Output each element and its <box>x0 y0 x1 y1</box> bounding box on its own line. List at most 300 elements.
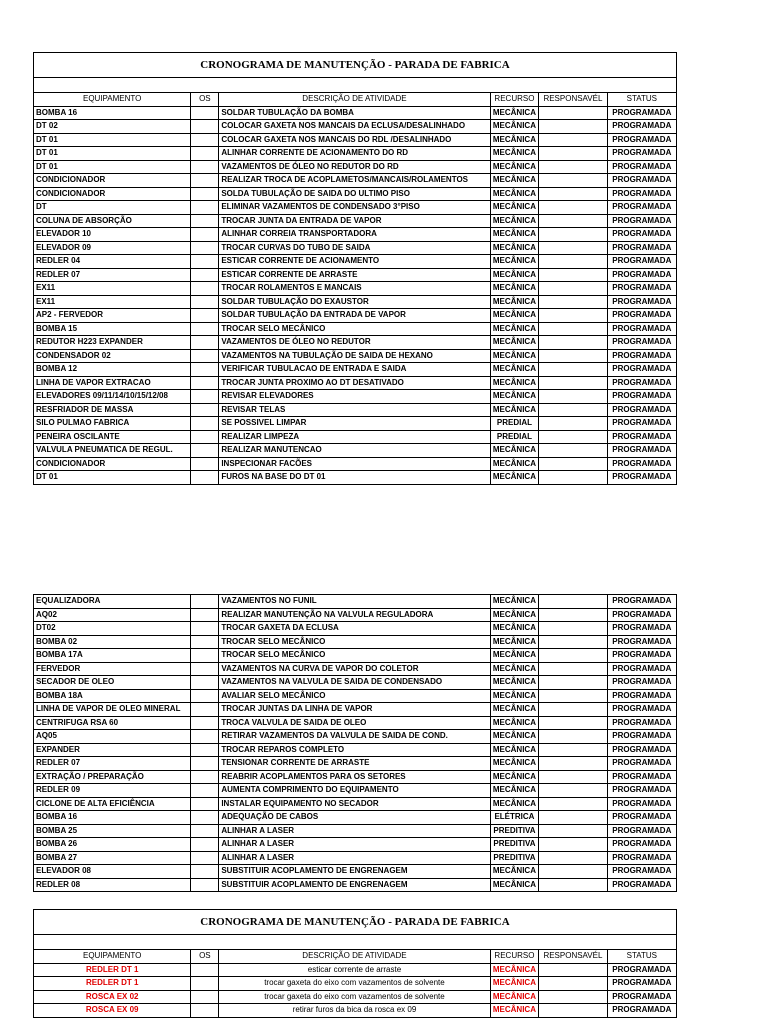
descricao-cell: SE POSSIVEL LIMPAR <box>219 417 490 431</box>
header-row <box>34 950 677 964</box>
os-cell <box>191 133 219 147</box>
table-row <box>34 977 677 991</box>
recurso-cell: MECÂNICA <box>490 662 539 676</box>
os-cell <box>191 282 219 296</box>
descricao-cell: INSPECIONAR FACÕES <box>219 457 490 471</box>
responsavel-cell <box>539 336 607 350</box>
equipamento-cell: AP2 - FERVEDOR <box>34 309 191 323</box>
os-cell <box>191 851 219 865</box>
maintenance-table-2 <box>33 594 677 892</box>
descricao-cell: REALIZAR TROCA DE ACOPLAMETOS/MANCAIS/ROLAMENTOS <box>219 174 490 188</box>
status-cell: PROGRAMADA <box>607 716 676 730</box>
equipamento-cell: ROSCA EX 09 <box>34 1004 191 1018</box>
os-cell <box>191 595 219 609</box>
status-cell: PROGRAMADA <box>607 649 676 663</box>
status-cell: PROGRAMADA <box>607 457 676 471</box>
descricao-cell: AVALIAR SELO MECÂNICO <box>219 689 490 703</box>
responsavel-cell <box>539 255 607 269</box>
os-cell <box>191 878 219 892</box>
os-cell <box>191 214 219 228</box>
status-cell: PROGRAMADA <box>607 770 676 784</box>
descricao-cell: VAZAMENTOS NA TUBULAÇÃO DE SAIDA DE HEXANO <box>219 349 490 363</box>
responsavel-cell <box>539 363 607 377</box>
table-row <box>34 187 677 201</box>
header-os: OS <box>191 93 219 107</box>
table-row <box>34 716 677 730</box>
os-cell <box>191 430 219 444</box>
table-row <box>34 457 677 471</box>
table-row <box>34 865 677 879</box>
responsavel-cell <box>539 797 607 811</box>
os-cell <box>191 770 219 784</box>
responsavel-cell <box>539 106 607 120</box>
table-row <box>34 730 677 744</box>
os-cell <box>191 743 219 757</box>
os-cell <box>191 201 219 215</box>
recurso-cell: MECÂNICA <box>490 784 539 798</box>
recurso-cell: MECÂNICA <box>490 1004 539 1018</box>
equipamento-cell: DT02 <box>34 622 191 636</box>
table-row <box>34 743 677 757</box>
header-descricao: DESCRIÇÃO DE ATIVIDADE <box>219 950 490 964</box>
responsavel-cell <box>539 851 607 865</box>
equipamento-cell: ELEVADOR 08 <box>34 865 191 879</box>
descricao-cell: ALINHAR A LASER <box>219 838 490 852</box>
responsavel-cell <box>539 784 607 798</box>
status-cell: PROGRAMADA <box>607 363 676 377</box>
status-cell: PROGRAMADA <box>607 417 676 431</box>
header-os: OS <box>191 950 219 964</box>
responsavel-cell <box>539 757 607 771</box>
equipamento-cell: CONDICIONADOR <box>34 457 191 471</box>
descricao-cell: TROCAR JUNTA PROXIMO AO DT DESATIVADO <box>219 376 490 390</box>
status-cell: PROGRAMADA <box>607 120 676 134</box>
responsavel-cell <box>539 349 607 363</box>
responsavel-cell <box>539 228 607 242</box>
recurso-cell: MECÂNICA <box>490 703 539 717</box>
equipamento-cell: CONDICIONADOR <box>34 174 191 188</box>
os-cell <box>191 963 219 977</box>
table-row <box>34 201 677 215</box>
descricao-cell: TROCAR SELO MECÂNICO <box>219 635 490 649</box>
status-cell: PROGRAMADA <box>607 730 676 744</box>
table-row <box>34 268 677 282</box>
recurso-cell: MECÂNICA <box>490 757 539 771</box>
equipamento-cell: DT <box>34 201 191 215</box>
os-cell <box>191 268 219 282</box>
os-cell <box>191 757 219 771</box>
responsavel-cell <box>539 649 607 663</box>
header-responsavel: RESPONSAVÉL <box>539 93 607 107</box>
descricao-cell: COLOCAR GAXETA NOS MANCAIS DO RDL /DESALINHADO <box>219 133 490 147</box>
os-cell <box>191 784 219 798</box>
responsavel-cell <box>539 133 607 147</box>
recurso-cell: MECÂNICA <box>490 471 539 485</box>
os-cell <box>191 457 219 471</box>
descricao-cell: esticar corrente de arraste <box>219 963 490 977</box>
equipamento-cell: SILO PULMAO FABRICA <box>34 417 191 431</box>
status-cell: PROGRAMADA <box>607 990 676 1004</box>
equipamento-cell: REDLER DT 1 <box>34 963 191 977</box>
status-cell: PROGRAMADA <box>607 977 676 991</box>
schedule-title-box-1 <box>33 52 677 93</box>
equipamento-cell: DT 01 <box>34 133 191 147</box>
header-recurso: RECURSO <box>490 93 539 107</box>
recurso-cell: MECÂNICA <box>490 403 539 417</box>
header-equipamento: EQUIPAMENTO <box>34 950 191 964</box>
os-cell <box>191 403 219 417</box>
descricao-cell: trocar gaxeta do eixo com vazamentos de solvente <box>219 977 490 991</box>
status-cell: PROGRAMADA <box>607 824 676 838</box>
responsavel-cell <box>539 444 607 458</box>
table-row <box>34 689 677 703</box>
responsavel-cell <box>539 457 607 471</box>
responsavel-cell <box>539 471 607 485</box>
equipamento-cell: BOMBA 18A <box>34 689 191 703</box>
maintenance-table-3 <box>33 949 677 1018</box>
os-cell <box>191 703 219 717</box>
recurso-cell: MECÂNICA <box>490 608 539 622</box>
responsavel-cell <box>539 430 607 444</box>
os-cell <box>191 838 219 852</box>
header-row <box>34 93 677 107</box>
descricao-cell: ALINHAR CORREIA TRANSPORTADORA <box>219 228 490 242</box>
descricao-cell: SOLDAR TUBULAÇÃO DA ENTRADA DE VAPOR <box>219 309 490 323</box>
table-row <box>34 703 677 717</box>
equipamento-cell: CONDENSADOR 02 <box>34 349 191 363</box>
equipamento-cell: BOMBA 16 <box>34 106 191 120</box>
table-row <box>34 851 677 865</box>
table-row <box>34 811 677 825</box>
descricao-cell: REVISAR TELAS <box>219 403 490 417</box>
recurso-cell: MECÂNICA <box>490 457 539 471</box>
os-cell <box>191 363 219 377</box>
table-row <box>34 363 677 377</box>
descricao-cell: VAZAMENTOS NA CURVA DE VAPOR DO COLETOR <box>219 662 490 676</box>
header-status: STATUS <box>607 950 676 964</box>
recurso-cell: MECÂNICA <box>490 336 539 350</box>
descricao-cell: COLOCAR GAXETA NOS MANCAIS DA ECLUSA/DESALINHADO <box>219 120 490 134</box>
status-cell: PROGRAMADA <box>607 838 676 852</box>
equipamento-cell: FERVEDOR <box>34 662 191 676</box>
equipamento-cell: REDUTOR H223 EXPANDER <box>34 336 191 350</box>
equipamento-cell: BOMBA 15 <box>34 322 191 336</box>
responsavel-cell <box>539 635 607 649</box>
recurso-cell: MECÂNICA <box>490 363 539 377</box>
equipamento-cell: AQ02 <box>34 608 191 622</box>
status-cell: PROGRAMADA <box>607 471 676 485</box>
table-row <box>34 963 677 977</box>
table-row <box>34 120 677 134</box>
schedule-title-box-2 <box>33 909 677 950</box>
status-cell: PROGRAMADA <box>607 743 676 757</box>
os-cell <box>191 295 219 309</box>
blank-row <box>34 77 676 92</box>
table-row <box>34 133 677 147</box>
equipamento-cell: VALVULA PNEUMATICA DE REGUL. <box>34 444 191 458</box>
descricao-cell: VAZAMENTOS NO FUNIL <box>219 595 490 609</box>
equipamento-cell: REDLER 07 <box>34 757 191 771</box>
os-cell <box>191 255 219 269</box>
status-cell: PROGRAMADA <box>607 811 676 825</box>
recurso-cell: MECÂNICA <box>490 716 539 730</box>
os-cell <box>191 608 219 622</box>
table-row <box>34 824 677 838</box>
os-cell <box>191 417 219 431</box>
recurso-cell: MECÂNICA <box>490 649 539 663</box>
responsavel-cell <box>539 390 607 404</box>
equipamento-cell: BOMBA 25 <box>34 824 191 838</box>
status-cell: PROGRAMADA <box>607 865 676 879</box>
table-row <box>34 282 677 296</box>
recurso-cell: MECÂNICA <box>490 622 539 636</box>
descricao-cell: ALINHAR A LASER <box>219 824 490 838</box>
status-cell: PROGRAMADA <box>607 376 676 390</box>
responsavel-cell <box>539 676 607 690</box>
os-cell <box>191 865 219 879</box>
table-row <box>34 1004 677 1018</box>
descricao-cell: retirar furos da bica da rosca ex 09 <box>219 1004 490 1018</box>
os-cell <box>191 471 219 485</box>
recurso-cell: MECÂNICA <box>490 255 539 269</box>
table-row <box>34 622 677 636</box>
descricao-cell: ALINHAR CORRENTE DE ACIONAMENTO DO RD <box>219 147 490 161</box>
header-status: STATUS <box>607 93 676 107</box>
status-cell: PROGRAMADA <box>607 322 676 336</box>
equipamento-cell: DT 01 <box>34 147 191 161</box>
status-cell: PROGRAMADA <box>607 797 676 811</box>
recurso-cell: MECÂNICA <box>490 730 539 744</box>
equipamento-cell: EXPANDER <box>34 743 191 757</box>
os-cell <box>191 622 219 636</box>
equipamento-cell: BOMBA 02 <box>34 635 191 649</box>
responsavel-cell <box>539 662 607 676</box>
equipamento-cell: LINHA DE VAPOR DE OLEO MINERAL <box>34 703 191 717</box>
responsavel-cell <box>539 730 607 744</box>
equipamento-cell: EX11 <box>34 282 191 296</box>
equipamento-cell: CICLONE DE ALTA EFICIÊNCIA <box>34 797 191 811</box>
status-cell: PROGRAMADA <box>607 595 676 609</box>
os-cell <box>191 106 219 120</box>
table-body <box>34 950 677 1018</box>
equipamento-cell: REDLER 09 <box>34 784 191 798</box>
status-cell: PROGRAMADA <box>607 241 676 255</box>
recurso-cell: MECÂNICA <box>490 390 539 404</box>
status-cell: PROGRAMADA <box>607 268 676 282</box>
responsavel-cell <box>539 811 607 825</box>
header-equipamento: EQUIPAMENTO <box>34 93 191 107</box>
recurso-cell: MECÂNICA <box>490 349 539 363</box>
recurso-cell: MECÂNICA <box>490 770 539 784</box>
os-cell <box>191 635 219 649</box>
table-row <box>34 430 677 444</box>
responsavel-cell <box>539 120 607 134</box>
status-cell: PROGRAMADA <box>607 309 676 323</box>
responsavel-cell <box>539 824 607 838</box>
status-cell: PROGRAMADA <box>607 608 676 622</box>
status-cell: PROGRAMADA <box>607 430 676 444</box>
maintenance-table-1 <box>33 92 677 485</box>
equipamento-cell: REDLER DT 1 <box>34 977 191 991</box>
recurso-cell: MECÂNICA <box>490 743 539 757</box>
equipamento-cell: CONDICIONADOR <box>34 187 191 201</box>
os-cell <box>191 309 219 323</box>
responsavel-cell <box>539 282 607 296</box>
descricao-cell: REVISAR ELEVADORES <box>219 390 490 404</box>
recurso-cell: MECÂNICA <box>490 595 539 609</box>
recurso-cell: MECÂNICA <box>490 635 539 649</box>
status-cell: PROGRAMADA <box>607 336 676 350</box>
descricao-cell: ELIMINAR VAZAMENTOS DE CONDENSADO 3°PISO <box>219 201 490 215</box>
table-row <box>34 444 677 458</box>
recurso-cell: MECÂNICA <box>490 120 539 134</box>
table-row <box>34 390 677 404</box>
table-row <box>34 417 677 431</box>
os-cell <box>191 147 219 161</box>
table-row <box>34 649 677 663</box>
responsavel-cell <box>539 838 607 852</box>
responsavel-cell <box>539 241 607 255</box>
table-row <box>34 160 677 174</box>
os-cell <box>191 174 219 188</box>
status-cell: PROGRAMADA <box>607 228 676 242</box>
equipamento-cell: DT 01 <box>34 160 191 174</box>
recurso-cell: PREDITIVA <box>490 838 539 852</box>
recurso-cell: PREDIAL <box>490 417 539 431</box>
responsavel-cell <box>539 770 607 784</box>
responsavel-cell <box>539 716 607 730</box>
status-cell: PROGRAMADA <box>607 295 676 309</box>
recurso-cell: MECÂNICA <box>490 990 539 1004</box>
descricao-cell: TROCA VALVULA DE SAIDA DE OLEO <box>219 716 490 730</box>
equipamento-cell: BOMBA 17A <box>34 649 191 663</box>
responsavel-cell <box>539 322 607 336</box>
recurso-cell: MECÂNICA <box>490 689 539 703</box>
table-row <box>34 376 677 390</box>
descricao-cell: VAZAMENTOS DE ÓLEO NO REDUTOR <box>219 336 490 350</box>
table-row <box>34 228 677 242</box>
descricao-cell: ESTICAR CORRENTE DE ACIONAMENTO <box>219 255 490 269</box>
responsavel-cell <box>539 376 607 390</box>
status-cell: PROGRAMADA <box>607 963 676 977</box>
responsavel-cell <box>539 295 607 309</box>
recurso-cell: MECÂNICA <box>490 241 539 255</box>
equipamento-cell: REDLER 04 <box>34 255 191 269</box>
recurso-cell: MECÂNICA <box>490 187 539 201</box>
status-cell: PROGRAMADA <box>607 878 676 892</box>
responsavel-cell <box>539 214 607 228</box>
descricao-cell: trocar gaxeta do eixo com vazamentos de solvente <box>219 990 490 1004</box>
table-row <box>34 990 677 1004</box>
status-cell: PROGRAMADA <box>607 622 676 636</box>
table-row <box>34 255 677 269</box>
os-cell <box>191 1004 219 1018</box>
status-cell: PROGRAMADA <box>607 1004 676 1018</box>
status-cell: PROGRAMADA <box>607 282 676 296</box>
descricao-cell: TROCAR CURVAS DO TUBO DE SAIDA <box>219 241 490 255</box>
status-cell: PROGRAMADA <box>607 689 676 703</box>
recurso-cell: PREDITIVA <box>490 824 539 838</box>
status-cell: PROGRAMADA <box>607 147 676 161</box>
recurso-cell: MECÂNICA <box>490 322 539 336</box>
table-row <box>34 662 677 676</box>
table-row <box>34 676 677 690</box>
status-cell: PROGRAMADA <box>607 106 676 120</box>
recurso-cell: MECÂNICA <box>490 295 539 309</box>
descricao-cell: TROCAR REPAROS COMPLETO <box>219 743 490 757</box>
status-cell: PROGRAMADA <box>607 390 676 404</box>
status-cell: PROGRAMADA <box>607 255 676 269</box>
os-cell <box>191 977 219 991</box>
descricao-cell: TROCAR GAXETA DA ECLUSA <box>219 622 490 636</box>
status-cell: PROGRAMADA <box>607 635 676 649</box>
descricao-cell: SOLDA TUBULAÇÃO DE SAIDA DO ULTIMO PISO <box>219 187 490 201</box>
equipamento-cell: PENEIRA OSCILANTE <box>34 430 191 444</box>
responsavel-cell <box>539 963 607 977</box>
equipamento-cell: ROSCA EX 02 <box>34 990 191 1004</box>
descricao-cell: TROCAR SELO MECÂNICO <box>219 322 490 336</box>
descricao-cell: INSTALAR EQUIPAMENTO NO SECADOR <box>219 797 490 811</box>
equipamento-cell: ELEVADOR 10 <box>34 228 191 242</box>
header-descricao: DESCRIÇÃO DE ATIVIDADE <box>219 93 490 107</box>
os-cell <box>191 120 219 134</box>
responsavel-cell <box>539 160 607 174</box>
os-cell <box>191 716 219 730</box>
status-cell: PROGRAMADA <box>607 676 676 690</box>
status-cell: PROGRAMADA <box>607 349 676 363</box>
table-row <box>34 757 677 771</box>
recurso-cell: MECÂNICA <box>490 797 539 811</box>
recurso-cell: MECÂNICA <box>490 878 539 892</box>
responsavel-cell <box>539 595 607 609</box>
descricao-cell: REALIZAR MANUTENCAO <box>219 444 490 458</box>
table-row <box>34 595 677 609</box>
table-row <box>34 241 677 255</box>
os-cell <box>191 811 219 825</box>
equipamento-cell: RESFRIADOR DE MASSA <box>34 403 191 417</box>
descricao-cell: RETIRAR VAZAMENTOS DA VALVULA DE SAIDA DE COND. <box>219 730 490 744</box>
descricao-cell: AUMENTA COMPRIMENTO DO EQUIPAMENTO <box>219 784 490 798</box>
equipamento-cell: DT 01 <box>34 471 191 485</box>
header-responsavel: RESPONSAVÉL <box>539 950 607 964</box>
descricao-cell: ADEQUAÇÃO DE CABOS <box>219 811 490 825</box>
header-recurso: RECURSO <box>490 950 539 964</box>
responsavel-cell <box>539 147 607 161</box>
os-cell <box>191 241 219 255</box>
status-cell: PROGRAMADA <box>607 703 676 717</box>
descricao-cell: SUBSTITUIR ACOPLAMENTO DE ENGRENAGEM <box>219 865 490 879</box>
responsavel-cell <box>539 417 607 431</box>
equipamento-cell: ELEVADOR 09 <box>34 241 191 255</box>
table-row <box>34 147 677 161</box>
status-cell: PROGRAMADA <box>607 160 676 174</box>
recurso-cell: MECÂNICA <box>490 160 539 174</box>
recurso-cell: MECÂNICA <box>490 106 539 120</box>
blank-row <box>34 934 676 949</box>
descricao-cell: SUBSTITUIR ACOPLAMENTO DE ENGRENAGEM <box>219 878 490 892</box>
descricao-cell: TROCAR ROLAMENTOS E MANCAIS <box>219 282 490 296</box>
os-cell <box>191 824 219 838</box>
recurso-cell: MECÂNICA <box>490 865 539 879</box>
table-row <box>34 336 677 350</box>
recurso-cell: MECÂNICA <box>490 676 539 690</box>
os-cell <box>191 676 219 690</box>
os-cell <box>191 160 219 174</box>
recurso-cell: MECÂNICA <box>490 268 539 282</box>
recurso-cell: MECÂNICA <box>490 309 539 323</box>
equipamento-cell: REDLER 08 <box>34 878 191 892</box>
table-row <box>34 322 677 336</box>
